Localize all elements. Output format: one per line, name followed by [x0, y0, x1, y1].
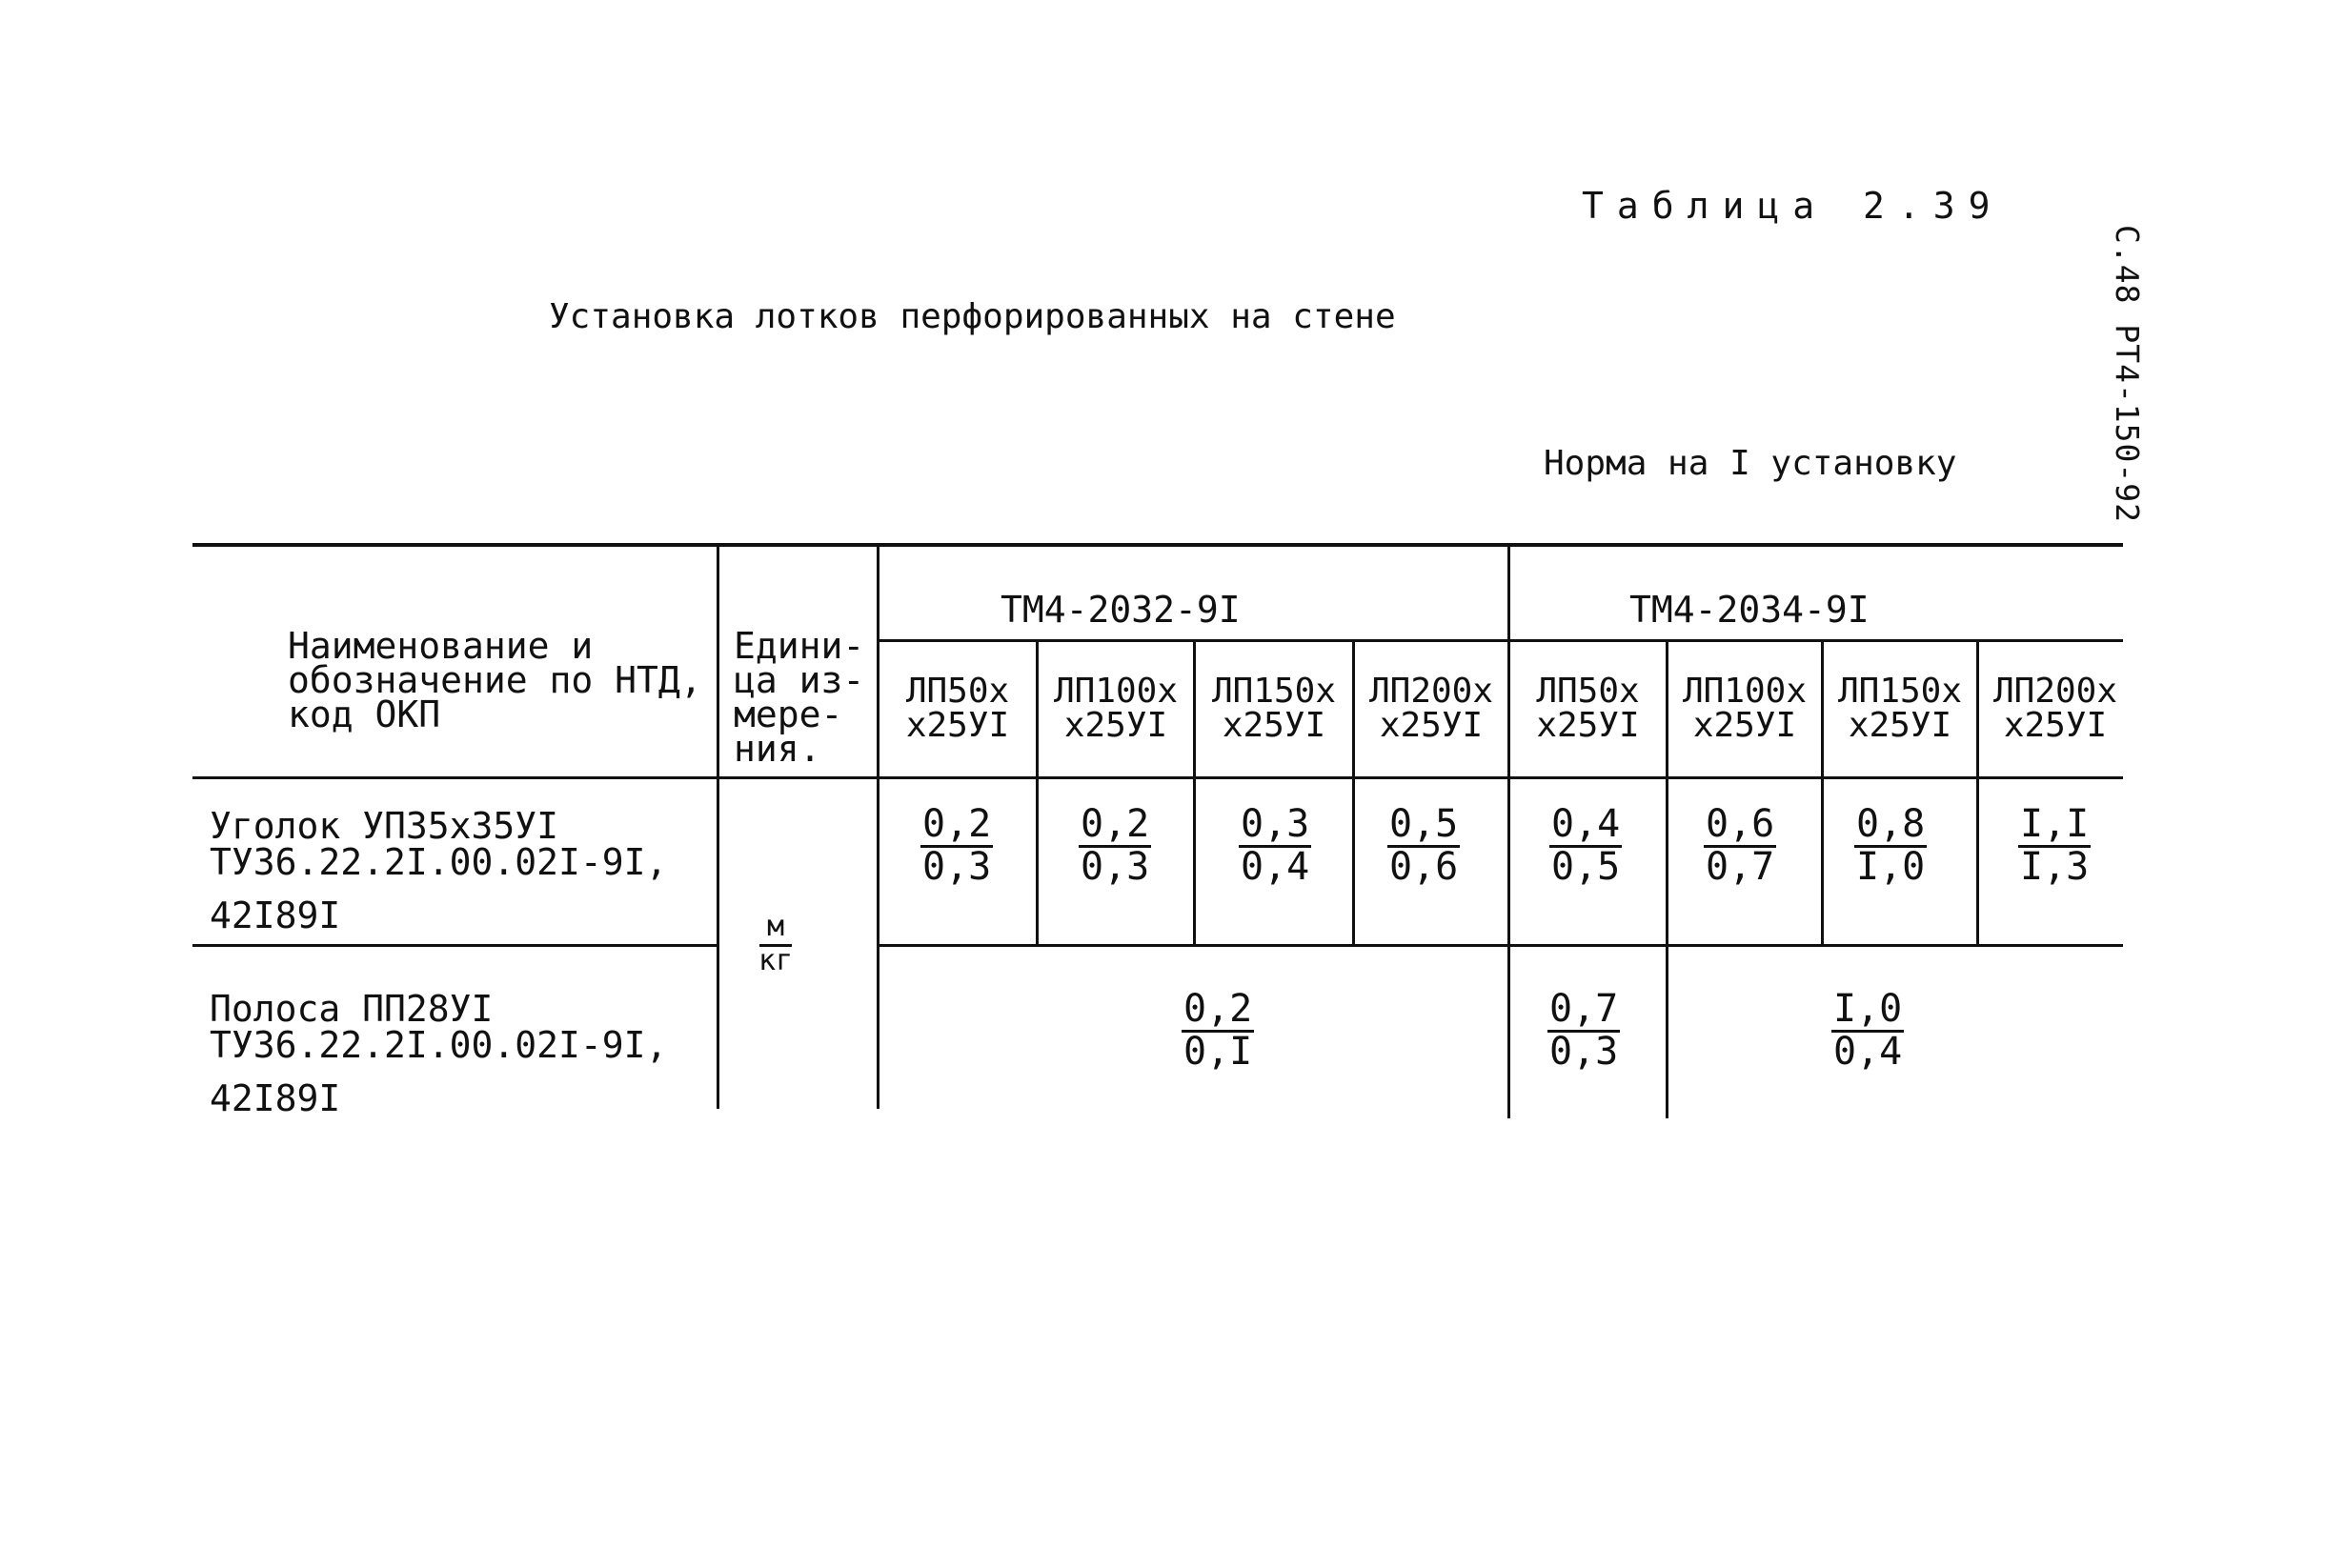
- unit-fraction: м кг: [758, 910, 794, 977]
- value-cell: $\frac{I,I}{I,3}$: [2020, 802, 2090, 889]
- value-cell: $\frac{0,8}{I,0}$: [1856, 802, 1926, 889]
- subcol-header: ЛП200х х25УI: [1992, 672, 2118, 745]
- value-cell: $\frac{0,3}{0,4}$: [1241, 802, 1310, 889]
- value-cell-merged: $\frac{I,0}{0,4}$: [1833, 987, 1903, 1074]
- col-divider-values: [877, 543, 879, 1109]
- row-divider-values: [877, 944, 2123, 947]
- row-divider-name: [192, 944, 718, 947]
- value-cell-merged: $\frac{0,2}{0,I}$: [1183, 987, 1253, 1074]
- subcol-header: ЛП100х х25УI: [1682, 672, 1808, 745]
- col-header-unit: Едини- ца из- мере- ния.: [734, 625, 865, 770]
- group-header-tm4-2032: ТМ4-2032-9I: [1001, 589, 1241, 631]
- subcol-header: ЛП200х х25УI: [1368, 672, 1494, 745]
- value-cell: $\frac{0,7}{0,3}$: [1549, 987, 1619, 1074]
- value-cell: $\frac{0,2}{0,3}$: [922, 802, 992, 889]
- value-cell: $\frac{0,2}{0,3}$: [1081, 802, 1150, 889]
- row-name-ugolok: Уголок УП35х35УI ТУ36.22.2I.00.02I-9I, 42I89I: [210, 805, 668, 936]
- value-cell: $\frac{0,6}{0,7}$: [1706, 802, 1775, 889]
- subcol-header: ЛП100х х25УI: [1053, 672, 1179, 745]
- row-name-polosa: Полоса ПП28УI ТУ36.22.2I.00.02I-9I, 42I89I: [210, 988, 668, 1119]
- col-header-name: Наименование и обозначение по НТД, код ОКП: [288, 625, 702, 735]
- value-cell: $\frac{0,5}{0,6}$: [1389, 802, 1459, 889]
- side-page-code: С.48 РТ4-150-92: [2109, 225, 2146, 524]
- table-label: Таблица 2.39: [1582, 185, 2004, 227]
- table-title: Установка лотков перфорированных на стене: [549, 297, 1396, 336]
- col-divider-unit: [717, 543, 719, 1109]
- subcol-header: ЛП150х х25УI: [1211, 672, 1337, 745]
- header-bottom-rule: [192, 776, 2123, 779]
- group-header-tm4-2034: ТМ4-2034-9I: [1629, 589, 1870, 631]
- value-cell: $\frac{0,4}{0,5}$: [1551, 802, 1621, 889]
- group-header-rule: [877, 639, 2123, 642]
- group-divider: [1507, 543, 1510, 1118]
- subcol-header: ЛП150х х25УI: [1837, 672, 1963, 745]
- table-top-rule: [192, 543, 2123, 547]
- subcol-header: ЛП50х х25УI: [1536, 672, 1640, 745]
- subcol-header: ЛП50х х25УI: [905, 672, 1010, 745]
- norm-note: Норма на I установку: [1544, 444, 1957, 483]
